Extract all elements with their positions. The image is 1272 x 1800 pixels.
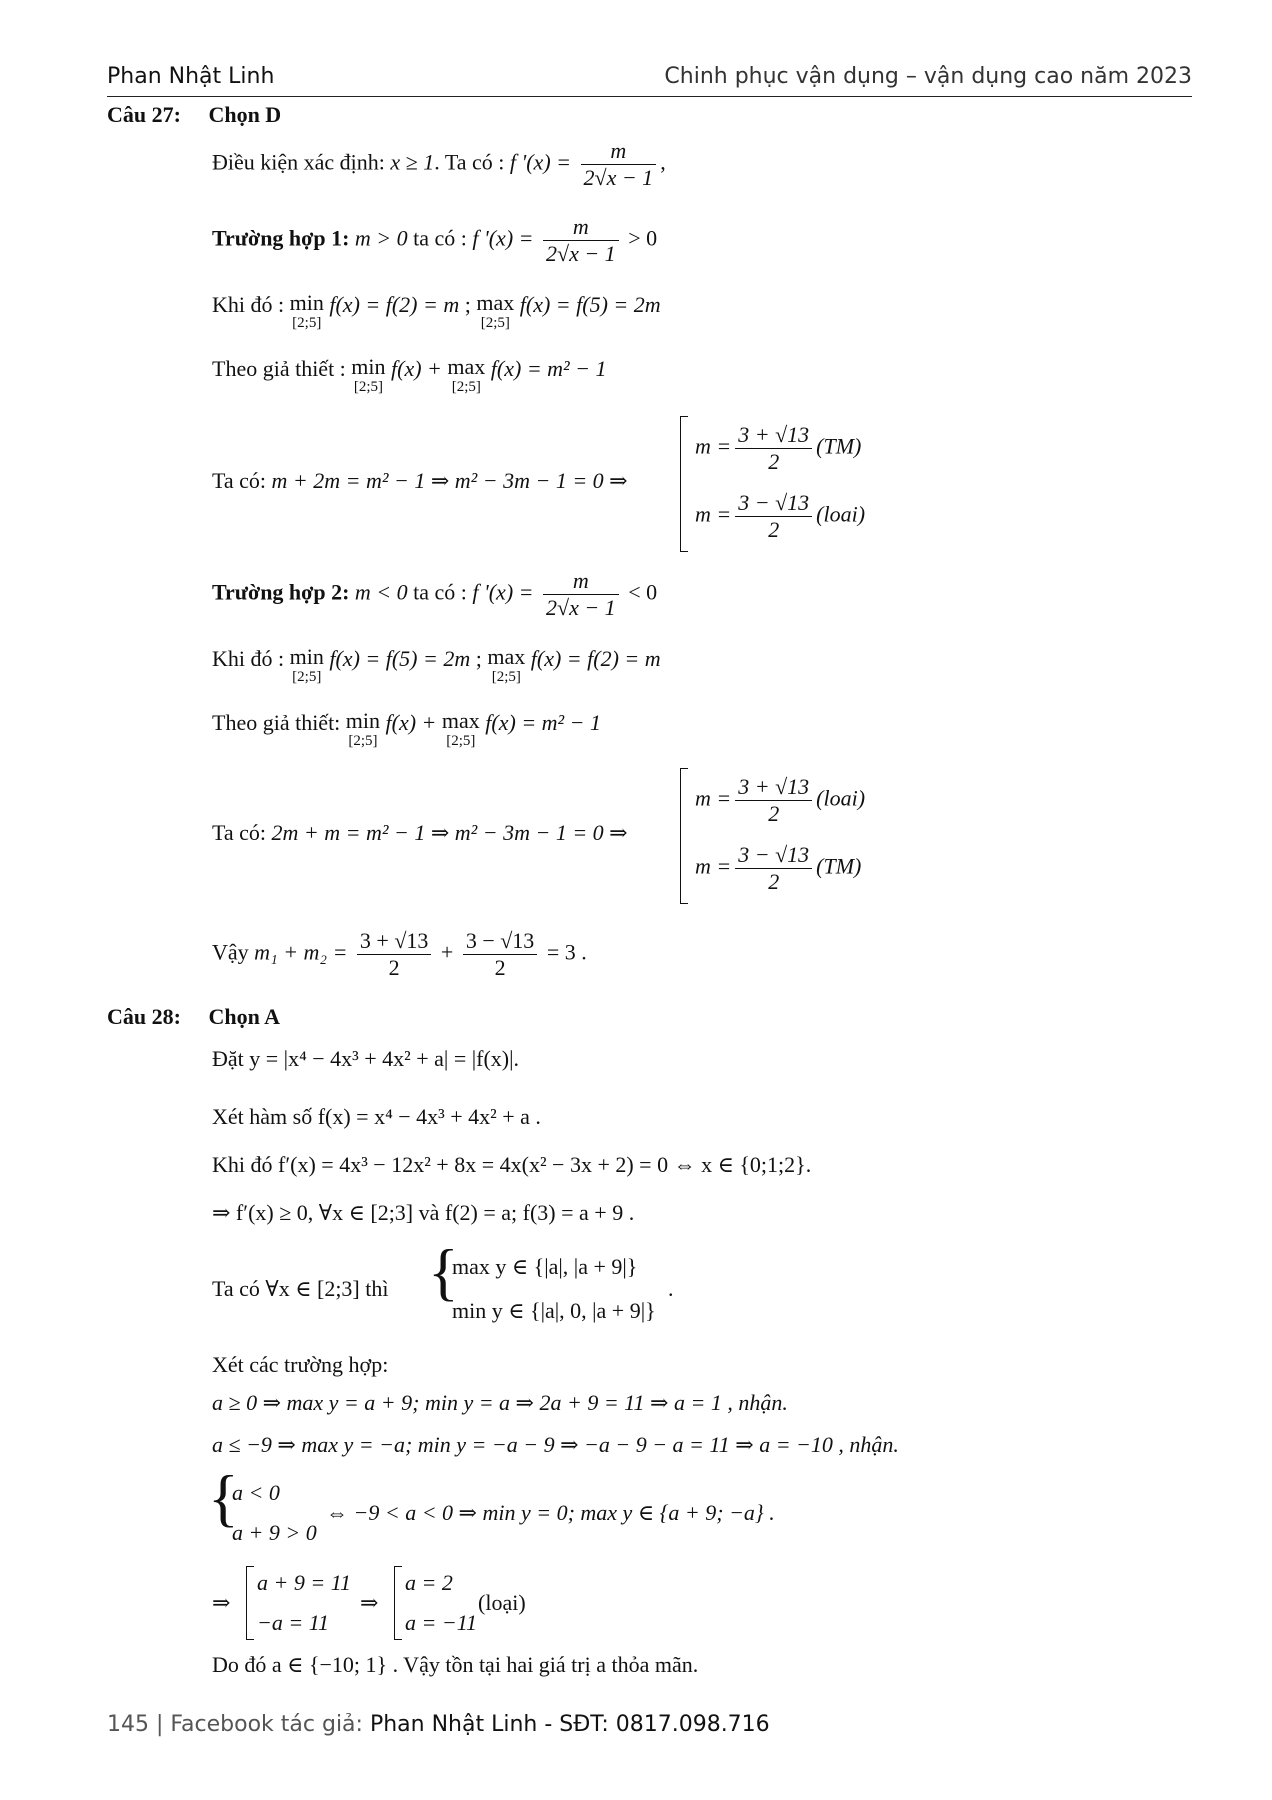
page-number: 145 [107, 1712, 149, 1737]
q28-line-7: a ≥ 0 ⇒ max y = a + 9; min y = a ⇒ 2a + 9 = 11 ⇒ a = 1 , nhận. [212, 1390, 788, 1415]
q28-answer: Chọn A [208, 1004, 280, 1029]
q28-line-4: ⇒ f′(x) ≥ 0, ∀x ∈ [2;3] và f(2) = a; f(3) = a + 9 . [212, 1200, 635, 1225]
q27-case1-hypothesis: Theo giả thiết : min [2;5] f(x) + max [2;5] f(x) = m² − 1 [212, 354, 607, 395]
q27-case1-minmax: Khi đó : min [2;5] f(x) = f(2) = m ; max [2;5] f(x) = f(5) = 2m [212, 290, 661, 331]
q27-label: Câu 27: [107, 102, 181, 127]
q28-line-2: Xét hàm số f(x) = x⁴ − 4x³ + 4x² + a . [212, 1104, 541, 1129]
q28-line-9-rest: ⇔ −9 < a < 0 ⇒ min y = 0; max y ∈ {a + 9; −a} . [326, 1500, 775, 1525]
q27-condition-line: Điều kiện xác định: x ≥ 1. Ta có : f '(x) = $\frac{m}{2√x - 1}$ , [212, 138, 666, 190]
q27-case1-roots: m = $\frac{3 + √13}{2}$ (TM) m = $\frac{3 - √13}{2}$ (loai) [680, 416, 881, 552]
q28-line-9a: a < 0 [232, 1480, 280, 1505]
q27-case2-line: Trường hợp 2: m < 0 ta có : f '(x) = $\frac{m}{2√x - 1}$ < 0 [212, 568, 658, 620]
q28-line-1: Đặt y = |x⁴ − 4x³ + 4x² + a| = |f(x)|. [212, 1046, 520, 1071]
q28-line-9b: a + 9 > 0 [232, 1520, 317, 1545]
q28-line-10-end: (loại) [478, 1590, 526, 1615]
q28-brace-2: { [208, 1462, 239, 1533]
q28-label: Câu 28: [107, 1004, 181, 1029]
derivative-fraction: $\frac{m}{2√x - 1}$ [581, 138, 657, 191]
q28-line-10-prefix: ⇒ [212, 1590, 231, 1615]
q27-case1-line: Trường hợp 1: m > 0 ta có : f '(x) = $\frac{m}{2√x - 1}$ > 0 [212, 214, 658, 266]
q28-line-6: Xét các trường hợp: [212, 1352, 389, 1377]
q28-line-10-mid: ⇒ [360, 1590, 379, 1615]
q28-line-5a: max y ∈ {|a|, |a + 9|} [452, 1254, 638, 1279]
q27-case2-equation: Ta có: 2m + m = m² − 1 ⇒ m² − 3m − 1 = 0 ⇒ [212, 820, 628, 845]
header-author: Phan Nhật Linh [107, 64, 275, 89]
page-header [107, 62, 1192, 97]
q27-answer: Chọn D [208, 102, 282, 127]
q28-line-11: Do đó a ∈ {−10; 1} . Vậy tồn tại hai giá trị a thỏa mãn. [212, 1652, 699, 1677]
q28-heading [107, 1004, 280, 1030]
q28-line-8: a ≤ −9 ⇒ max y = −a; min y = −a − 9 ⇒ −a − 9 − a = 11 ⇒ a = −10 , nhận. [212, 1432, 899, 1457]
footer-facebook: Facebook tác giả: [170, 1712, 363, 1737]
page-footer: 145 | Facebook tác giả: Phan Nhật Linh - SĐT: 0817.098.716 [107, 1712, 770, 1737]
q28-line-3: Khi đó f′(x) = 4x³ − 12x² + 8x = 4x(x² − 3x + 2) = 0 ⇔ x ∈ {0;1;2}. [212, 1152, 812, 1177]
q28-case-a: a + 9 = 11 −a = 11 [246, 1566, 357, 1640]
q27-case1-equation: Ta có: m + 2m = m² − 1 ⇒ m² − 3m − 1 = 0 ⇒ [212, 468, 628, 493]
q28-case-b: a = 2 a = −11 [394, 1566, 475, 1640]
q28-line-5b: min y ∈ {|a|, 0, |a + 9|} [452, 1298, 656, 1323]
q28-line-5-dot: . [668, 1276, 674, 1301]
q27-heading [107, 102, 281, 128]
footer-contact: Phan Nhật Linh - SĐT: 0817.098.716 [369, 1712, 770, 1737]
q28-line-5-prefix: Ta có ∀x ∈ [2;3] thì [212, 1276, 389, 1301]
header-series: Chinh phục vận dụng – vận dụng cao năm 2023 [664, 64, 1192, 89]
q28-brace-1: { [428, 1236, 459, 1307]
q27-case2-hypothesis: Theo giả thiết: min [2;5] f(x) + max [2;5] f(x) = m² − 1 [212, 708, 602, 749]
q27-conclusion: Vậy m₁ + m₂ = $\frac{3 + √13}{2}$ + $\frac{3 - √13}{2}$ = 3 . [212, 928, 587, 980]
q27-case2-minmax: Khi đó : min [2;5] f(x) = f(5) = 2m ; max [2;5] f(x) = f(2) = m [212, 644, 661, 685]
q27-case2-roots: m = $\frac{3 + √13}{2}$ (loai) m = $\frac{3 - √13}{2}$ (TM) [680, 768, 881, 904]
